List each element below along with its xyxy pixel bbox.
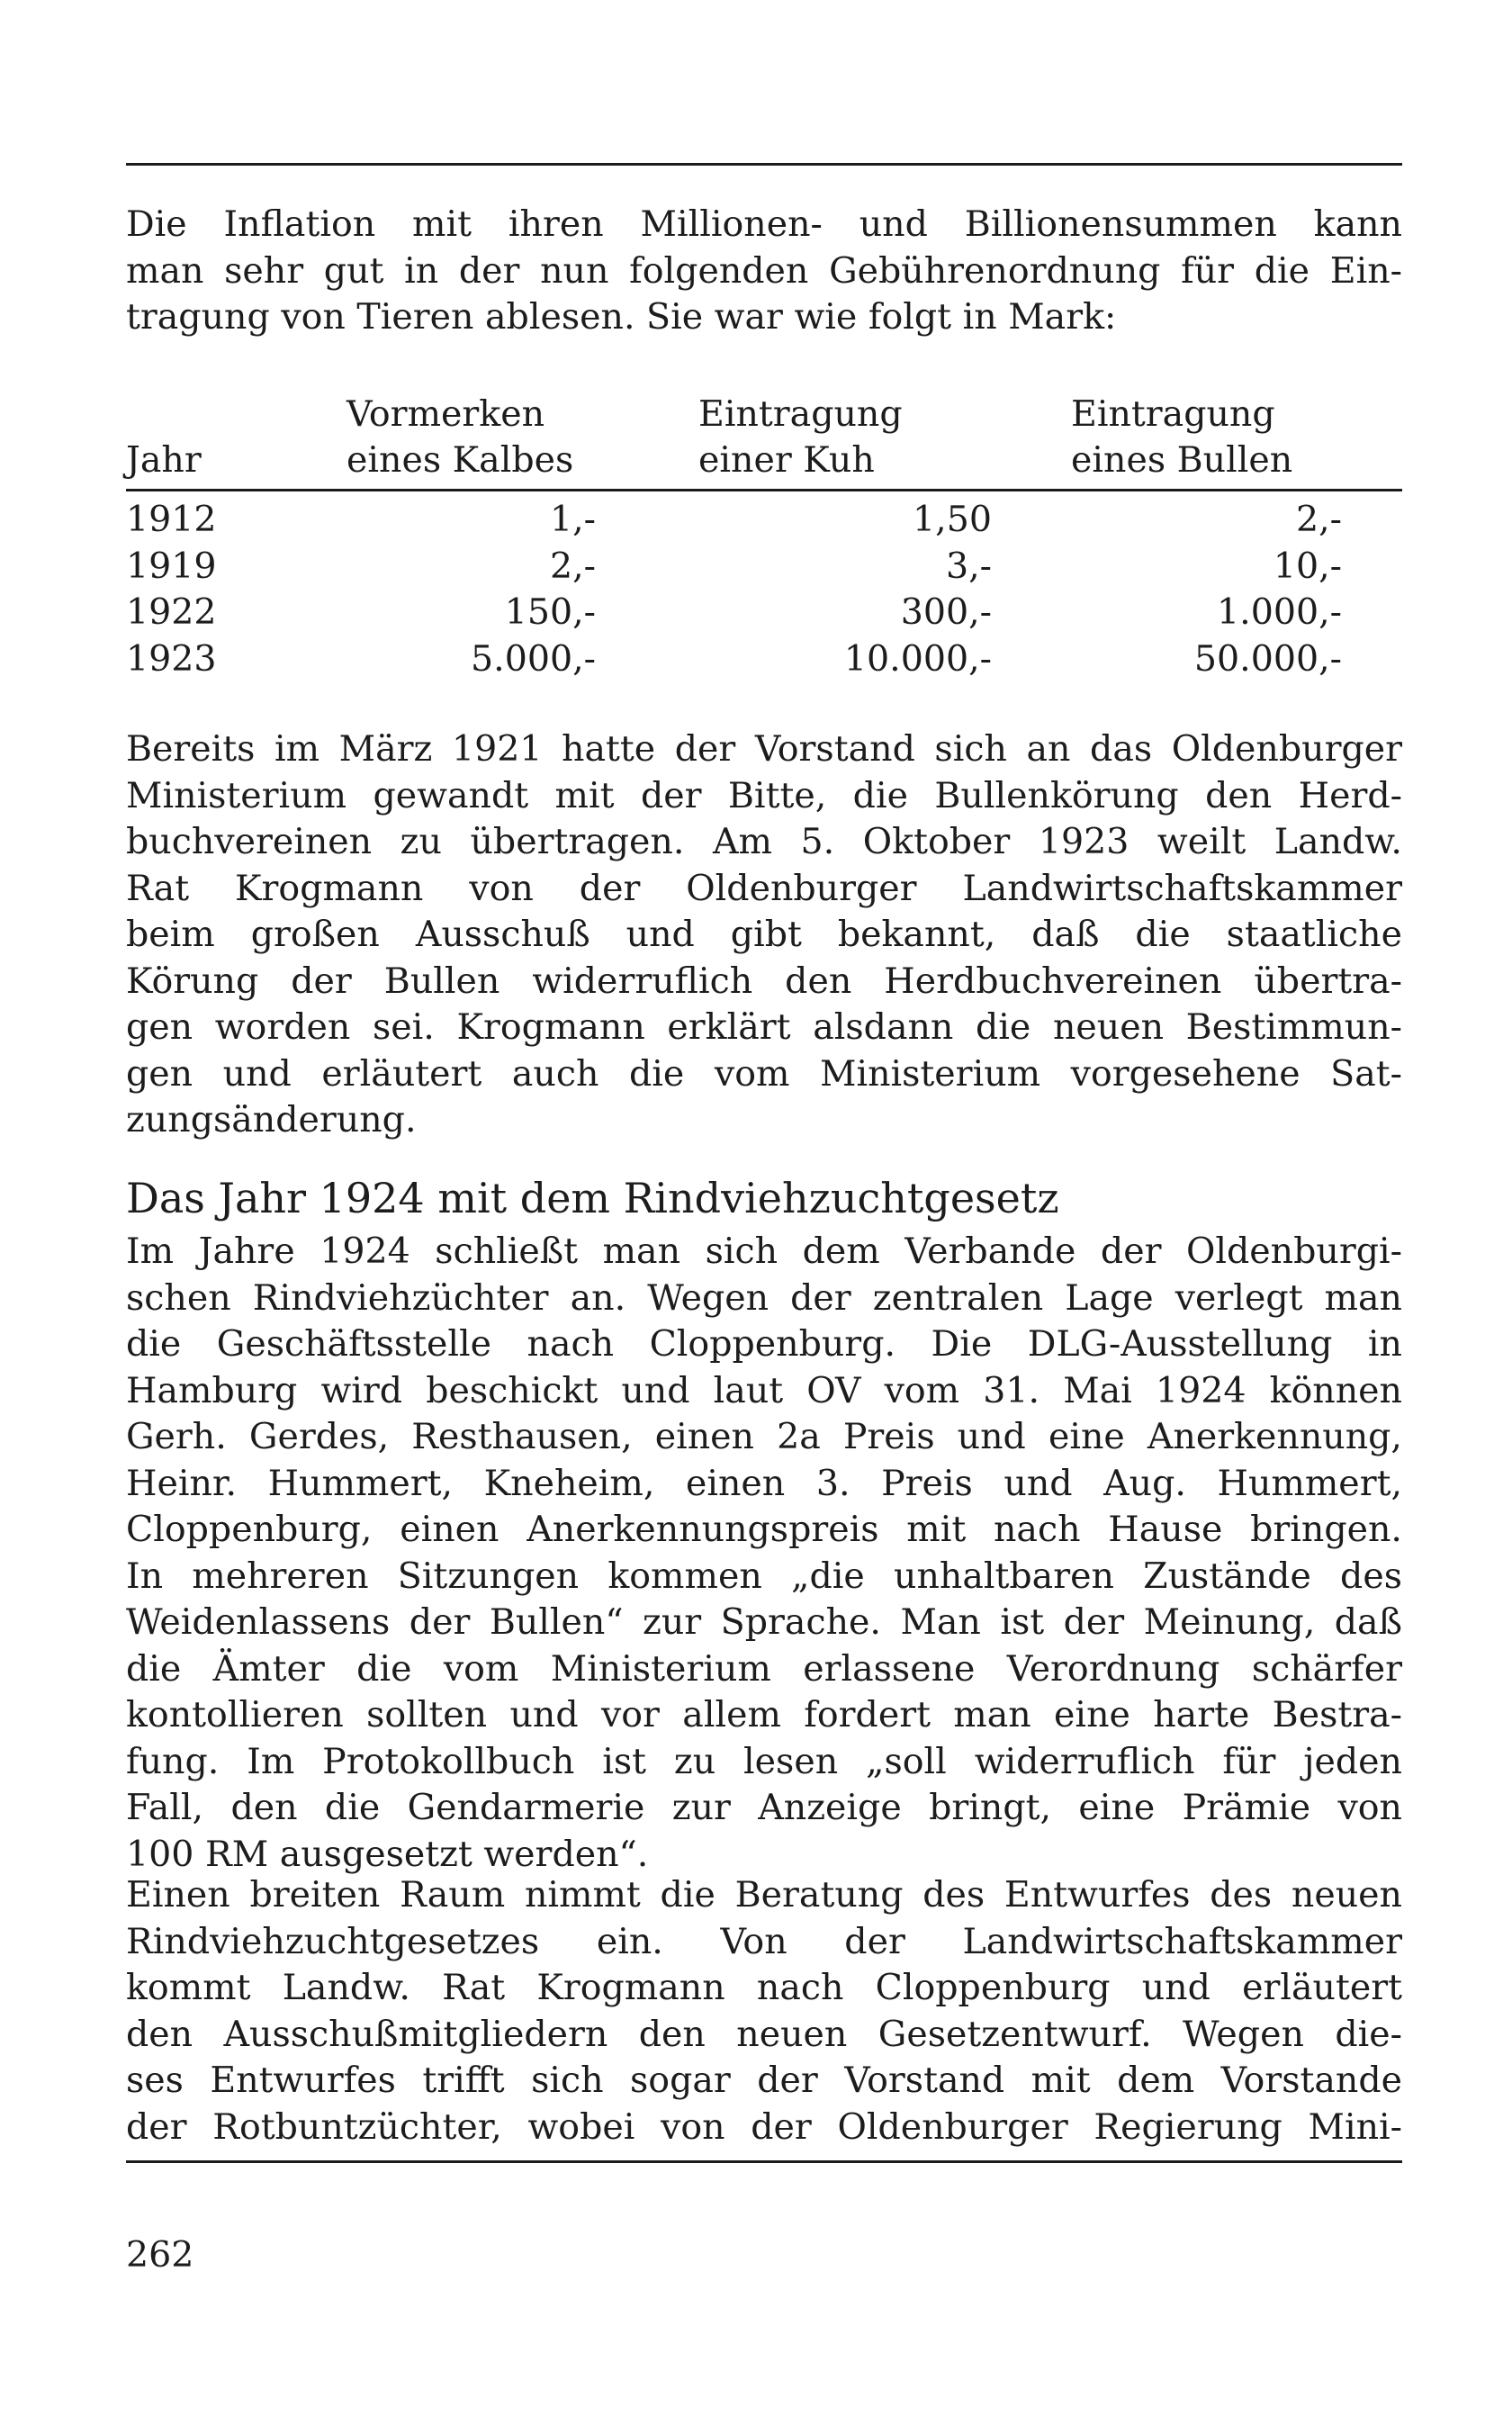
cell-calf: 5.000,- (471, 637, 596, 680)
fee-table-body (126, 491, 1402, 682)
text-line: 100 RM ausgesetzt werden“. (126, 1833, 649, 1875)
text-line: kommt Landw. Rat Krogmann nach Cloppenburg und erläutert (126, 1967, 1402, 2008)
text-line: ses Entwurfes trifft sich sogar der Vorstand mit dem Vorstande (126, 2060, 1402, 2101)
text-line: Rat Krogmann von der Oldenburger Landwirtschaftskammer (126, 867, 1402, 909)
text-line: Körung der Bullen widerruflich den Herdbuchvereinen übertra- (126, 960, 1402, 1002)
text-line: Bereits im März 1921 hatte der Vorstand sich an das Oldenburger (126, 728, 1402, 770)
text-line: gen und erläutert auch die vom Ministerium vorgesehene Sat- (126, 1052, 1402, 1095)
header-cow-line1: Eintragung (698, 393, 903, 435)
cell-year: 1919 (126, 545, 217, 587)
text-line: der Rotbuntzüchter, wobei von der Oldenburger Regierung Mini- (126, 2105, 1402, 2148)
cell-bull: 10,- (1273, 545, 1342, 587)
section-heading: Das Jahr 1924 mit dem Rindviehzuchtgesetz (126, 1174, 1059, 1222)
text-line: die Ämter die vom Ministerium erlassene Verordnung schärfer (126, 1647, 1402, 1690)
marz-paragraph (126, 726, 1402, 1144)
intro-paragraph (126, 202, 1402, 341)
text-line: Ministerium gewandt mit der Bitte, die Bullenkörung den Herd- (126, 774, 1402, 816)
cell-cow: 3,- (945, 545, 992, 587)
cell-cow: 300,- (900, 591, 992, 633)
cell-cow: 10.000,- (843, 637, 992, 680)
text-line: In mehreren Sitzungen kommen „die unhaltbaren Zustände des (126, 1555, 1402, 1597)
cell-year: 1912 (126, 499, 217, 540)
top-rule (126, 163, 1402, 166)
header-year-label: Jahr (126, 439, 202, 481)
text-line: gen worden sei. Krogmann erklärt alsdann die neuen Bestimmun- (126, 1006, 1402, 1048)
header-year (126, 437, 202, 483)
cell-calf: 150,- (504, 591, 596, 633)
year-1924-paragraph (126, 1229, 1402, 1878)
text-line: zungsänderung. (126, 1099, 417, 1140)
cell-cow: 1,50 (913, 499, 992, 540)
breit-paragraph (126, 1872, 1402, 2150)
cell-bull: 2,- (1295, 499, 1342, 540)
table-row (126, 497, 1402, 544)
cell-year: 1923 (126, 637, 217, 680)
cell-calf: 1,- (549, 499, 596, 540)
text-line: Fall, den die Gendarmerie zur Anzeige bringt, eine Prämie von (126, 1787, 1402, 1828)
header-bull (1071, 392, 1292, 483)
text-line: Rindviehzuchtgesetzes ein. Von der Landwirtschaftskammer (126, 1920, 1402, 1962)
header-bull-line2: eines Bullen (1071, 439, 1293, 481)
text-line: den Ausschußmitgliedern den neuen Gesetzentwurf. Wegen die- (126, 2013, 1402, 2055)
text-line: Weidenlassens der Bullen“ zur Sprache. Man ist der Meinung, daß (126, 1601, 1402, 1643)
text-line: fung. Im Protokollbuch ist zu lesen „soll widerruflich für jeden (126, 1740, 1402, 1782)
table-row (126, 590, 1402, 636)
header-cow (698, 392, 903, 483)
text-line: Im Jahre 1924 schließt man sich dem Verbande der Oldenburgi- (126, 1231, 1402, 1272)
fee-table-header (126, 392, 1402, 491)
header-calf (346, 392, 573, 483)
bottom-rule (126, 2160, 1402, 2163)
header-bull-line1: Eintragung (1071, 393, 1275, 435)
text-line: Die Inflation mit ihren Millionen- und Billionensummen kann (126, 203, 1402, 245)
text-line: tragung von Tieren ablesen. Sie war wie folgt in Mark: (126, 296, 1117, 338)
text-line: man sehr gut in der nun folgenden Gebührenordnung für die Ein- (126, 249, 1402, 292)
fee-table (126, 392, 1402, 682)
text-line: Hamburg wird beschickt und laut OV vom 31. Mai 1924 können (126, 1369, 1402, 1411)
header-cow-line2: einer Kuh (698, 439, 875, 481)
text-line: Einen breiten Raum nimmt die Beratung des Entwurfes des neuen (126, 1874, 1402, 1916)
text-line: Cloppenburg, einen Anerkennungspreis mit nach Hause bringen. (126, 1509, 1402, 1550)
header-calf-line2: eines Kalbes (346, 439, 574, 481)
cell-calf: 2,- (549, 545, 596, 587)
table-row (126, 544, 1402, 590)
page-number: 262 (126, 2234, 194, 2276)
text-line: buchvereinen zu übertragen. Am 5. Oktober 1923 weilt Landw. (126, 821, 1402, 862)
table-row (126, 636, 1402, 683)
text-line: beim großen Ausschuß und gibt bekannt, daß die staatliche (126, 914, 1402, 955)
text-line: die Geschäftsstelle nach Cloppenburg. Die DLG-Ausstellung in (126, 1323, 1402, 1365)
cell-bull: 1.000,- (1217, 591, 1342, 633)
cell-year: 1922 (126, 591, 217, 633)
text-line: Heinr. Hummert, Kneheim, einen 3. Preis und Aug. Hummert, (126, 1462, 1402, 1504)
cell-bull: 50.000,- (1193, 637, 1342, 680)
text-line: Gerh. Gerdes, Resthausen, einen 2a Preis und eine Anerkennung, (126, 1416, 1402, 1457)
text-line: kontollieren sollten und vor allem fordert man eine harte Bestra- (126, 1694, 1402, 1735)
header-calf-line1: Vormerken (346, 393, 545, 435)
text-line: schen Rindviehzüchter an. Wegen der zentralen Lage verlegt man (126, 1276, 1402, 1319)
